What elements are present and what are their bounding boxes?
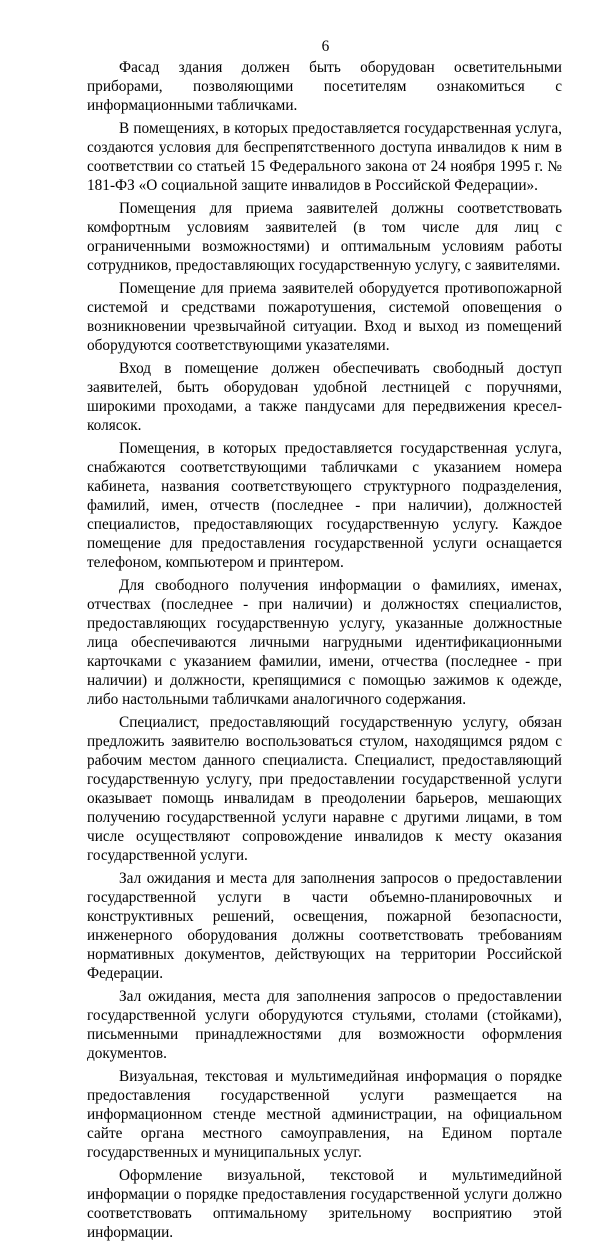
paragraph-id-cards: Для свободного получения информации о фамилиях, именах, отчествах (последнее - при наличии) и должностях специалистов, предоставляющих государственную услугу, указанные должностные лица обеспечиваются личными нагрудными идентификационными карточками с указанием фамилии, имени, отчества (последнее - при наличии) и должности, крепящимися с помощью зажимов к одежде, либо настольными табличками аналогичного содержания. [87, 577, 562, 708]
paragraph-fire-safety: Помещение для приема заявителей оборудуется противопожарной системой и средствами пожаротушения, системой оповещения о возникновении чрезвычайной ситуации. Вход и выход из помещений оборудуются соответствующими указателями. [87, 280, 562, 354]
paragraph-office-signs: Помещения, в которых предоставляется государственная услуга, снабжаются соответствующими табличками с указанием номера кабинета, названия соответствующего структурного подразделения, фамилий, имен, отчеств (последнее - при наличии), должностей специалистов, предоставляющих государственную услугу. Каждое помещение для предоставления государственной услуги оснащается телефоном, компьютером и принтером. [87, 440, 562, 571]
paragraph-information-placement: Визуальная, текстовая и мультимедийная информация о порядке предоставления государственной услуги размещается на информационном стенде местной администрации, на официальном сайте органа местного самоуправления, на Едином портале государственных и муниципальных услуг. [87, 1068, 562, 1161]
paragraph-waiting-hall-requirements: Зал ожидания и места для заполнения запросов о предоставлении государственной услуги в части объемно-планировочных и конструктивных решений, освещения, пожарной безопасности, инженерного оборудования должны соответствовать требованиям нормативных документов, действующих на территории Российской Федерации. [87, 870, 562, 982]
paragraph-disabled-access: В помещениях, в которых предоставляется государственная услуга, создаются условия для беспрепятственного доступа инвалидов к ним в соответствии со статьей 15 Федерального закона от 24 ноября 1995 г. № 181-ФЗ «О социальной защите инвалидов в Российской Федерации». [87, 120, 562, 194]
paragraph-facade-lighting: Фасад здания должен быть оборудован осветительными приборами, позволяющими посетителям ознакомиться с информационными табличками. [87, 59, 562, 114]
paragraph-reception-comfort: Помещения для приема заявителей должны соответствовать комфортным условиям заявителей (в том числе для лиц с ограниченными возможностями) и оптимальным условиям работы сотрудников, предоставляющих государственную услугу, с заявителями. [87, 200, 562, 274]
paragraph-information-design: Оформление визуальной, текстовой и мультимедийной информации о порядке предоставления государственной услуги должно соответствовать оптимальному зрительному восприятию этой информации. [87, 1167, 562, 1241]
paragraph-waiting-hall-furniture: Зал ожидания, места для заполнения запросов о предоставлении государственной услуги оборудуются стульями, столами (стойками), письменными принадлежностями для возможности оформления документов. [87, 988, 562, 1062]
paragraph-entrance: Вход в помещение должен обеспечивать свободный доступ заявителей, быть оборудован удобной лестницей с поручнями, широкими проходами, а также пандусами для передвижения кресел-колясок. [87, 360, 562, 434]
paragraph-specialist-assistance: Специалист, предоставляющий государственную услугу, обязан предложить заявителю воспользоваться стулом, находящимся рядом с рабочим местом данного специалиста. Специалист, предоставляющий государственную услугу, при предоставлении государственной услуги оказывает помощь инвалидам в преодолении барьеров, мешающих получению государственной услуги наравне с другими лицами, в том числе осуществляют сопровождение инвалидов к месту оказания государственной услуги. [87, 714, 562, 864]
page-number: 6 [321, 38, 330, 55]
